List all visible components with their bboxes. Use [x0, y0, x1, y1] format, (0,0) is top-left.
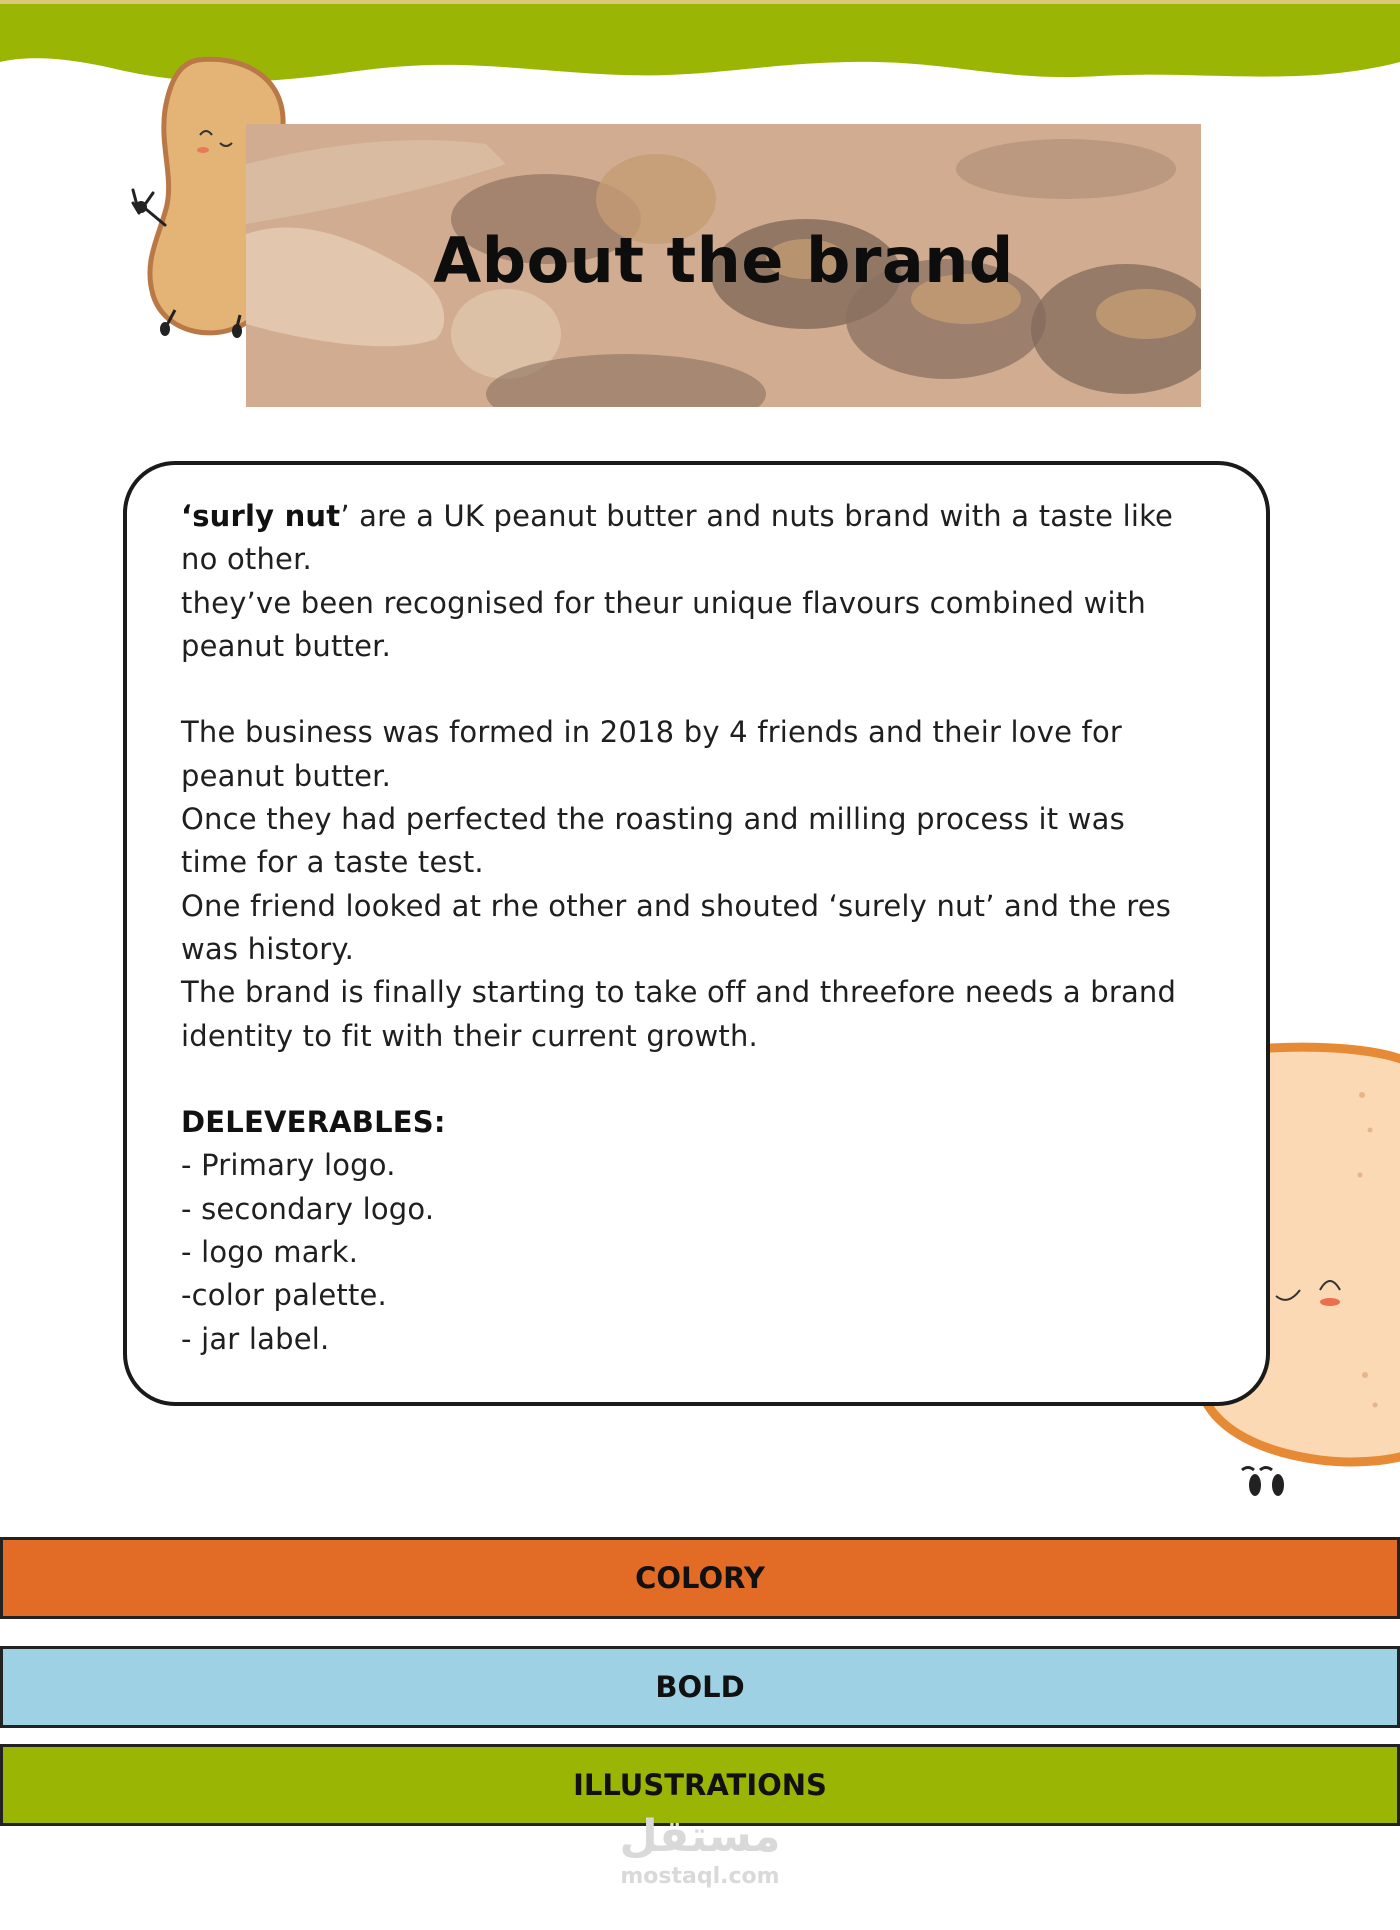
body-line: identity to fit with their current growth. — [181, 1018, 758, 1053]
body-line: One friend looked at rhe other and shouted ‘surely nut’ and the res — [181, 888, 1172, 923]
body-line: The brand is finally starting to take off and threefore needs a brand — [181, 975, 1177, 1010]
body-line: they’ve been recognised for theur unique flavours combined with — [181, 585, 1146, 620]
watermark-arabic: مستقل — [619, 1811, 781, 1862]
deliverable-item: - jar label. — [181, 1321, 330, 1356]
intro-text: ’ are a UK peanut butter and nuts brand with a taste like — [340, 499, 1174, 533]
deliverable-item: -color palette. — [181, 1278, 387, 1313]
deliverables-heading: DELEVERABLES: — [181, 1105, 446, 1140]
body-line: peanut butter. — [181, 628, 392, 663]
body-line: time for a taste test. — [181, 845, 484, 880]
about-hero-banner — [246, 124, 1201, 407]
keyword-bar-bold: BOLD — [0, 1646, 1400, 1728]
about-text-card — [123, 461, 1270, 1406]
keyword-bar-colory: COLORY — [0, 1537, 1400, 1619]
intro-paragraph — [181, 495, 1216, 538]
keyword-bar-illustrations: ILLUSTRATIONS — [0, 1744, 1400, 1826]
paragraph-spacer — [181, 668, 1216, 711]
body-line: The business was formed in 2018 by 4 friends and their love for — [181, 715, 1123, 750]
body-line: was history. — [181, 931, 355, 966]
paragraph-spacer — [181, 1058, 1216, 1101]
body-line: Once they had perfected the roasting and milling process it was — [181, 802, 1125, 837]
brand-name: ‘surly nut — [181, 499, 341, 533]
body-line: peanut butter. — [181, 758, 392, 793]
deliverable-item: - logo mark. — [181, 1235, 359, 1270]
page-title: About the brand — [433, 224, 1014, 297]
deliverable-item: - Primary logo. — [181, 1148, 396, 1183]
deliverable-item: - secondary logo. — [181, 1191, 435, 1226]
watermark-latin: mostaql.com — [620, 1864, 780, 1889]
body-line: no other. — [181, 542, 312, 577]
